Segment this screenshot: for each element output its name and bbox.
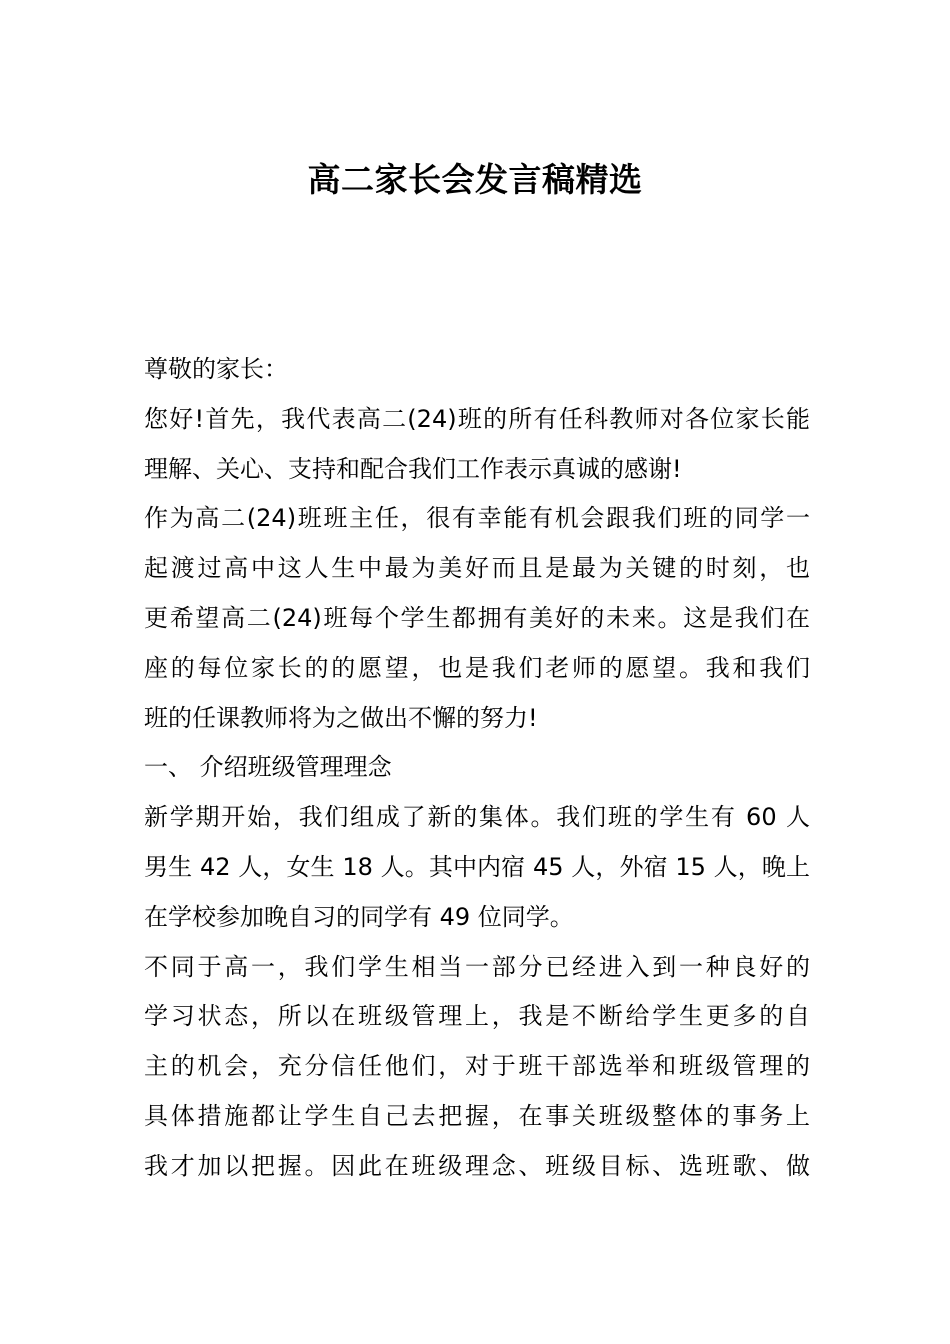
- paragraph-line: 我才加以把握。因此在班级理念、班级目标、选班歌、做: [144, 1151, 810, 1180]
- paragraph-line: 学习状态，所以在班级管理上，我是不断给学生更多的自: [144, 1002, 810, 1031]
- paragraph-line: 男生 42 人，女生 18 人。其中内宿 45 人，外宿 15 人，晚上: [144, 852, 810, 881]
- paragraph-line: 座的每位家长的的愿望，也是我们老师的愿望。我和我们: [144, 653, 810, 682]
- paragraph-line: 起渡过高中这人生中最为美好而且是最为关键的时刻，也: [144, 554, 810, 583]
- paragraph-line: 作为高二(24)班班主任，很有幸能有机会跟我们班的同学一: [144, 504, 810, 533]
- paragraph-line: 班的任课教师将为之做出不懈的努力!: [144, 703, 538, 732]
- paragraph-line: 您好!首先，我代表高二(24)班的所有任科教师对各位家长能: [144, 404, 810, 433]
- paragraph-line: 更希望高二(24)班每个学生都拥有美好的未来。这是我们在: [144, 603, 810, 632]
- paragraph-line: 主的机会，充分信任他们，对于班干部选举和班级管理的: [144, 1052, 810, 1081]
- document-body: [144, 345, 810, 1192]
- paragraph-line: 尊敬的家长：: [144, 355, 288, 383]
- paragraph-line: 一、 介绍班级管理理念: [144, 753, 392, 782]
- document-title: 高二家长会发言稿精选: [307, 160, 643, 199]
- paragraph-line: 具体措施都让学生自己去把握，在事关班级整体的事务上: [144, 1101, 810, 1130]
- paragraph-line: 新学期开始，我们组成了新的集体。我们班的学生有 60 人: [144, 803, 810, 832]
- paragraph-line: 在学校参加晚自习的同学有 49 位同学。: [144, 902, 574, 931]
- paragraph-line: 理解、关心、支持和配合我们工作表示真诚的感谢!: [144, 454, 682, 483]
- paragraph-line: 不同于高一，我们学生相当一部分已经进入到一种良好的: [144, 952, 810, 981]
